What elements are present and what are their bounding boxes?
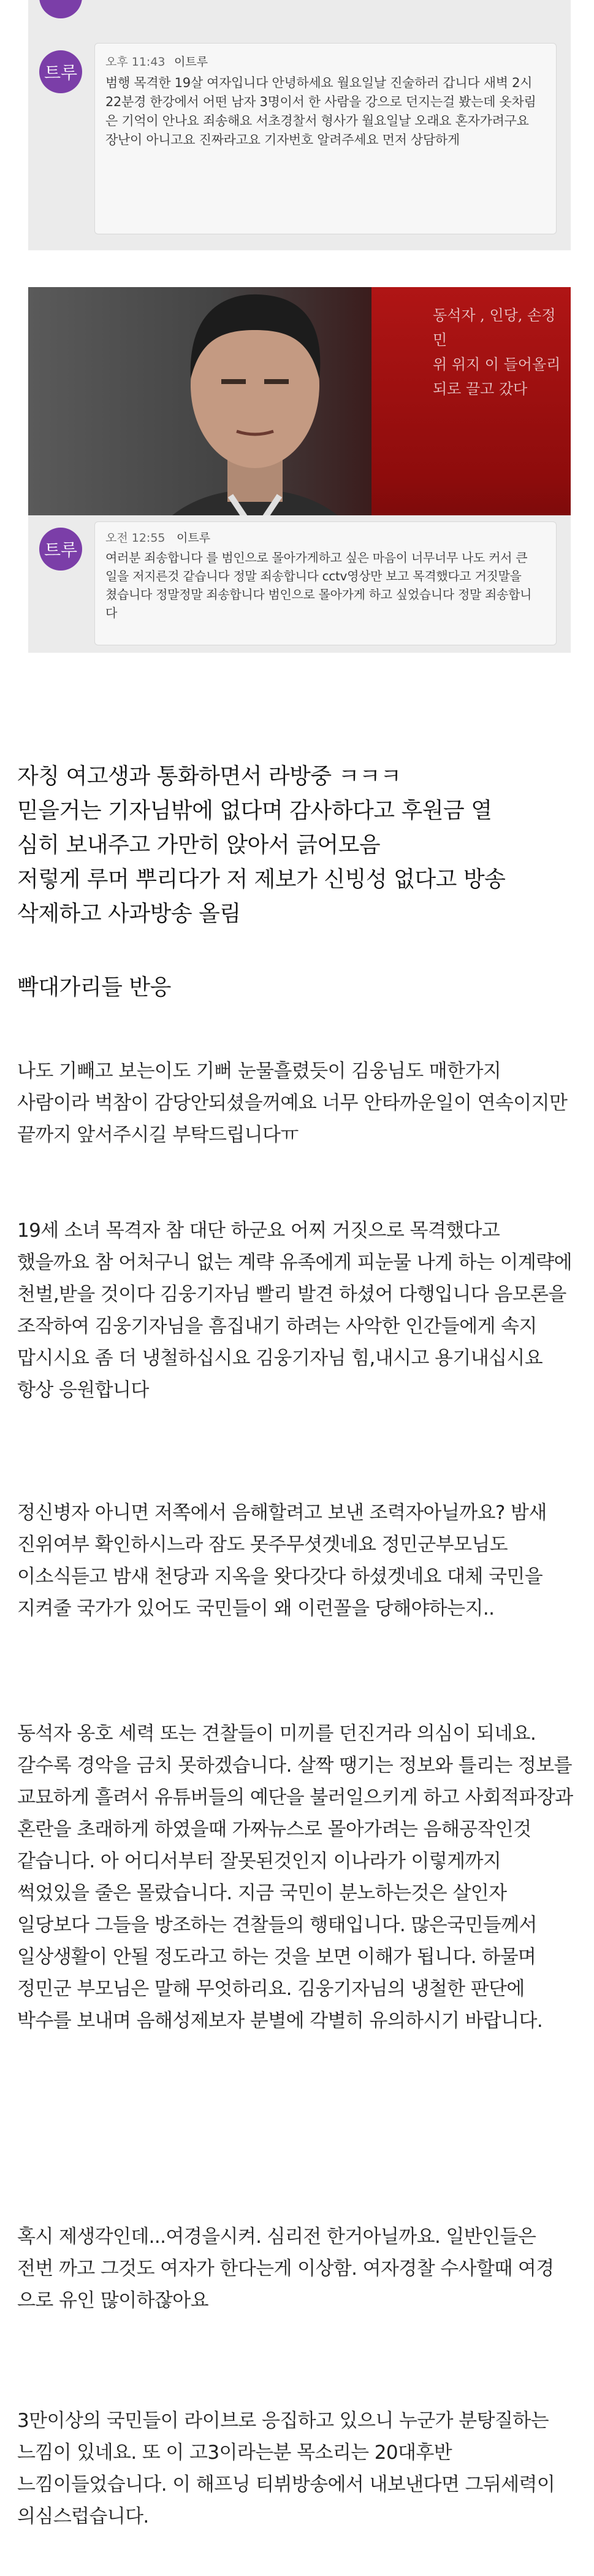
message-time: 오전 12:55 <box>105 531 166 545</box>
avatar <box>39 528 82 571</box>
comment-text: 19세 소녀 목격자 참 대단 하군요 어찌 거짓으로 목격했다고 했을까요 참 어처구니 없는 계략 유족에게 피눈물 나게 하는 이계략에 천벌,받을 것이다 김웅기자님 빨리 발견 하셨어 다행입니다 음모론을 조작하여 김웅기자님을 흠집내기 하려는 사악한 인간들에게 속지 맙시시요 좀 더 냉철하십시요 김웅기자님 힘,내시고 용기내십시요 항상 응원합니다 <box>17 1220 572 1401</box>
chat-screenshot-bottom <box>28 515 571 653</box>
message-sender: 이트루 <box>174 55 208 69</box>
avatar <box>39 50 82 93</box>
comment-text: 3만이상의 국민들이 라이브로 응집하고 있으니 누군가 분탕질하는 느낌이 있네요. 또 이 고3이라는분 목소리는 20대후반 느낌이들었습니다. 이 해프닝 티뷔방송에서 내보낸다면 그뒤세력이 의심스럽습니다. <box>17 2410 555 2528</box>
summary-line: 저렇게 루머 뿌리다가 저 제보가 신빙성 없다고 방송 <box>17 867 506 892</box>
message-text: 범행 목격한 19살 여자입니다 안녕하세요 월요일날 진술하러 갑니다 새벽 2시22분경 한강에서 어떤 남자 3명이서 한 사람을 강으로 던지는걸 봤는데 옷차림은 기억이 안나요 죄송해요 서초경찰서 형사가 월요일날 오래요 혼자가려구요 장난이 아니고요 진짜라고요 기자번호 알려주세요 먼저 상담하게 <box>105 75 536 147</box>
comment-text: 동석자 옹호 세력 또는 견찰들이 미끼를 던진거라 의심이 되네요. 갈수록 경악을 금치 못하겠습니다. 살짝 땡기는 정보와 틀리는 정보를 교묘하게 흘려서 유튜버들의 예단을 불러일으키게 하고 사회적파장과 혼란을 초래하게 하였을때 가짜뉴스로 몰아가려는 음해공작인것 같습니다. 아 어디서부터 잘못된것인지 이나라가 이렇게까지 썩었있을 줄은 몰랐습니다. 지금 국민이 분노하는것은 살인자 일당보다 그들을 방조하는 견찰들의 행태입니다. 많은국민들께서 일상생활이 안될 정도라고 하는 것을 보면 이해가 됩니다. 하물며 정민군 부모님은 말해 무엇하리요. 김웅기자님의 냉철한 판단에 박수를 보내며 음해성제보자 분별에 각별히 유의하시기 바랍니다. <box>17 1723 573 2032</box>
comment-text: 정신병자 아니면 저쪽에서 음해할려고 보낸 조력자아닐까요? 밤새 진위여부 확인하시느라 잠도 못주무셧겟네요 정민군부모님도 이소식듣고 밤새 천당과 지옥을 왓다갓다 하셨겟네요 대체 국민을 지켜줄 국가가 있어도 국민들이 왜 이런꼴을 당해야하는지.. <box>17 1502 547 1620</box>
summary-line: 자칭 여고생과 통화하면서 라방중 ㅋㅋㅋ <box>17 764 402 789</box>
comment-text: 혹시 제생각인데...여경을시켜. 심리전 한거아닐까요. 일반인들은 전번 까고 그것도 여자가 한다는게 이상함. 여자경찰 수사할때 여경 으로 유인 많이하잖아요 <box>17 2226 554 2312</box>
right-eye <box>264 379 289 384</box>
avatar-partial <box>39 0 82 18</box>
message-sender: 이트루 <box>177 531 211 545</box>
message-time: 오후 11:43 <box>105 55 166 69</box>
banner-text: 동석자 , 인당, 손정민 위 위지 이 들어올리 되로 끌고 갔다 <box>433 307 561 398</box>
message-text: 여러분 죄송합니다 를 범인으로 몰아가게하고 싶은 마음이 너무너무 나도 커서 큰일을 저지른것 같습니다 정말 죄송합니다 cctv영상만 보고 목격했다고 거짓말을 쳤습니다 정말정말 죄송합니다 범인으로 몰아가게 하고 싶었습니다 정말 죄송합니다 <box>105 550 532 620</box>
left-eye <box>221 379 246 384</box>
avatar-label: 트루 <box>44 63 78 83</box>
chat-screenshot-top <box>28 0 571 250</box>
avatar-label: 트루 <box>44 540 78 560</box>
reactions-heading: 빡대가리들 반응 <box>17 975 171 1000</box>
comment-text: 나도 기빼고 보는이도 기뻐 눈물흘렸듯이 김웅님도 매한가지 사람이라 벅참이 감당안되셨을꺼예요 너무 안타까운일이 연속이지만 끝까지 앞서주시길 부탁드립니다ㅠ <box>17 1060 568 1146</box>
summary-line: 삭제하고 사과방송 올림 <box>17 901 241 926</box>
summary-line: 믿을거는 기자님밖에 없다며 감사하다고 후원금 열 <box>17 798 492 823</box>
summary-line: 심히 보내주고 가만히 앉아서 긁어모음 <box>17 832 381 858</box>
